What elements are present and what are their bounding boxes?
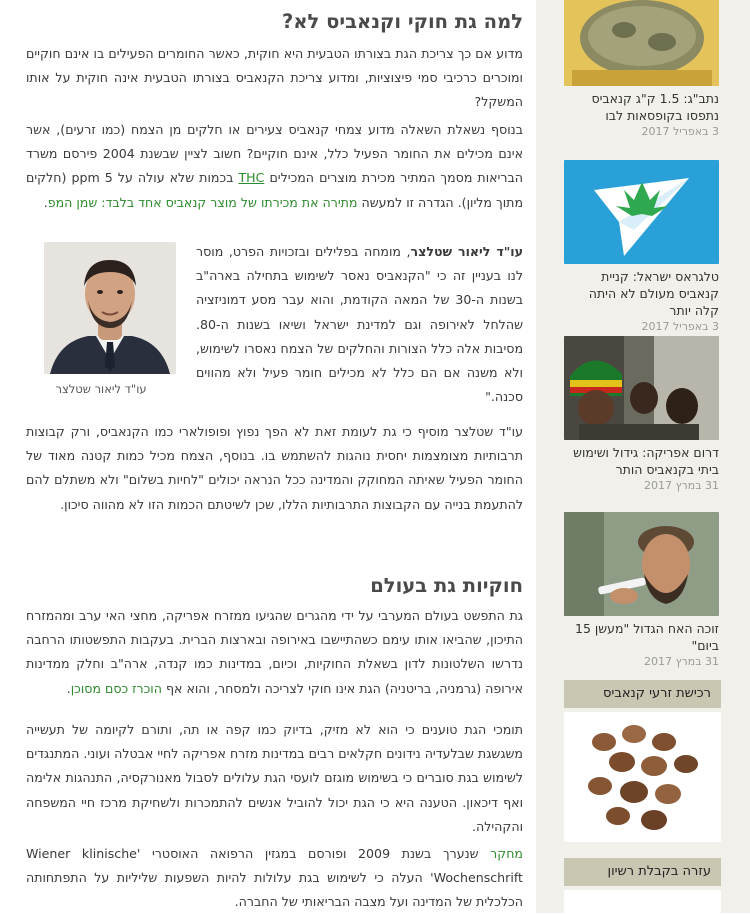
article-paragraph-7: מחקר שנערך בשנת 2009 ופורסם במגזין הרפואה האוסטרי 'Wiener klinische Wochenschrift' העלה כי לשימוש בגת עלולות להיות השפעות שליליות על התפתחותה הכלכלית של המדינה ועל מצבה הבריאותי של החברה. (26, 846, 523, 910)
card-title[interactable]: זוכה האח הגדול "מעשן 15 ביום" (575, 621, 719, 653)
article-paragraph-6: תומכי הגת טוענים כי הוא לא מזיק, בדיוק כמו קפה או תה, ותורם לקיומה של תעשייה משגשגת שבלעדיה נידונים חקלאים רבים במדינות מזרח אפריקה לחיי אבטלה ועוני. המתנגדים לשימוש בגת סוברים כי בשימוש מוגזם לועסי הגת עלולים לסבול מאנורקסיה, התנהגות אלימה ואף דיכאון. הטענה היא כי הגת יכול להוביל אנשים להתמכרות ולשחיקת מרכז חיי המשפחה והקהילה. (26, 722, 523, 834)
article-paragraph-4: עו"ד שטלצר מוסיף כי גת לעומת זאת לא הפך נפוץ ופופולארי כמו הקנאביס, ורק קבוצות תרבותיות מצומצמות יחסית נוהגות להשתמש בו. בנוסף, הצמח מכיל כמות קטנה מאוד של החומר הפעיל שאיתה המחוקק והמדינה ככל הנראה יכולים "לחיות בשלום" ולא משתלם להם להתעמת בנייה עם הקבוצות התרבותיות הללו, שכן לשיטתם הכמות הזו לא מהווה סיכון. (26, 424, 523, 512)
sidebar-card[interactable] (564, 336, 719, 492)
card-title[interactable]: נתב"ג: 1.5 ק"ג קנאביס נתפסו בקופסאות לבו (591, 91, 719, 123)
article-heading-why: למה גת חוקי וקנאביס לא? (282, 10, 523, 33)
hemp-oil-link[interactable]: מתירה את מכירתו של מוצר קנאביס אחד בלבד: שמן המפ (47, 194, 358, 210)
sidebar-section-title-license[interactable]: עזרה בקבלת רשיון (564, 858, 721, 886)
sidebar (536, 0, 750, 913)
card-title[interactable]: דרום אפריקה: גידול ושימוש ביתי בקנאביס הותר (573, 445, 719, 477)
sidebar-card[interactable] (564, 0, 719, 138)
card-image-telegrass-logo[interactable] (564, 160, 719, 264)
license-image[interactable] (564, 890, 721, 913)
card-title[interactable]: טלגראס ישראל: קניית קנאביס מעולם לא היתה קלה יותר (588, 269, 719, 318)
article-paragraph-5: גת התפשט בעולם המערבי על ידי מהגרים שהגיעו ממזרח אפריקה, מחצי האי ערב ומהמזרח התיכון, שהביאו אותו עימם כשהתיישבו באירופה ובארצות הברית. בעקבות התפשטותו הרחבה נדרשו השלטונות לדון בשאלת החוקיות, וכיום, במדינות כמו קנדה, ארה"ב וחלק ממדינות אירופה (גרמניה, בריטניה) הגת אינו חוקי לצריכה ולמסחר, והוא אף הוכרז כסם מסוכן. (26, 608, 523, 696)
lawyer-name: עו"ד ליאור שטלצר (410, 244, 523, 259)
card-image-big-brother-smoker[interactable] (564, 512, 719, 616)
dangerous-drug-link[interactable]: הוכרז כסם מסוכן (70, 680, 162, 696)
sidebar-card[interactable] (564, 160, 719, 333)
article-heading-world: חוקיות גת בעולם (370, 574, 523, 597)
article-paragraph-2: בנוסף נשאלת השאלה מדוע צמחי קנאביס צעירים או חלקים מן הצמח (כמו זרעים), אשר אינם מכילים את החומר הפעיל כלל, אינם חוקיים? חשוב לציין שבשנת 2004 פירסם משרד הבריאות מסמך המתיר מכירת מוצרים המכילים THC בכמות שלא עולה על 5 ppm (חלקים מתוך מליון). הגדרה זו למעשה מתירה את מכירתו של מוצר קנאביס אחד בלבד: שמן המפ. (26, 122, 523, 210)
lawyer-photo (44, 242, 176, 374)
card-image-cannabis-package[interactable] (564, 0, 719, 86)
card-image-south-africa-protest[interactable] (564, 336, 719, 440)
card-date: 31 במרץ 2017 (644, 479, 719, 492)
sidebar-card[interactable] (564, 512, 719, 668)
seeds-image[interactable] (564, 712, 721, 842)
article-paragraph-lawyer: עו"ד ליאור שטלצר, מומחה בפלילים ובזכויות הפרט, מוסר לנו בעניין זה כי "הקנאביס נאסר לשימוש בתחילה בארה"ב בשנות ה-30 של המאה הקודמת, והוא עבר מסע דמוניזציה שהלחל לאירופה וגם למדינת ישראל ושיאו בשנות ה-80. מסיבות אלה כלל הצורות והחלקים של הצמח נאסרו לשימוש, ולא משנה אם הם כלל לא מכילים חומר פעיל ולא מהווים סכנה." (196, 244, 523, 405)
lawyer-photo-caption: עו"ד ליאור שטלצר (55, 382, 147, 396)
lawyer-figure (26, 242, 176, 396)
study-link[interactable]: מחקר (490, 846, 523, 861)
article-paragraph-1: מדוע אם כך צריכת הגת בצורתו הטבעית היא חוקית, כאשר החומרים הפעילים בו אינם חוקיים ומוכרים כרכיבי סמי פיצוציות, ומדוע צריכת הקנאביס בצורתו הטבעית אינה חוקית על אותו המשקל? (26, 46, 523, 110)
card-date: 3 באפריל 2017 (641, 320, 719, 333)
card-date: 3 באפריל 2017 (641, 125, 719, 138)
card-date: 31 במרץ 2017 (644, 655, 719, 668)
sidebar-section-title-seeds[interactable]: רכישת זרעי קנאביס (564, 680, 721, 708)
thc-link[interactable]: THC (238, 170, 265, 186)
